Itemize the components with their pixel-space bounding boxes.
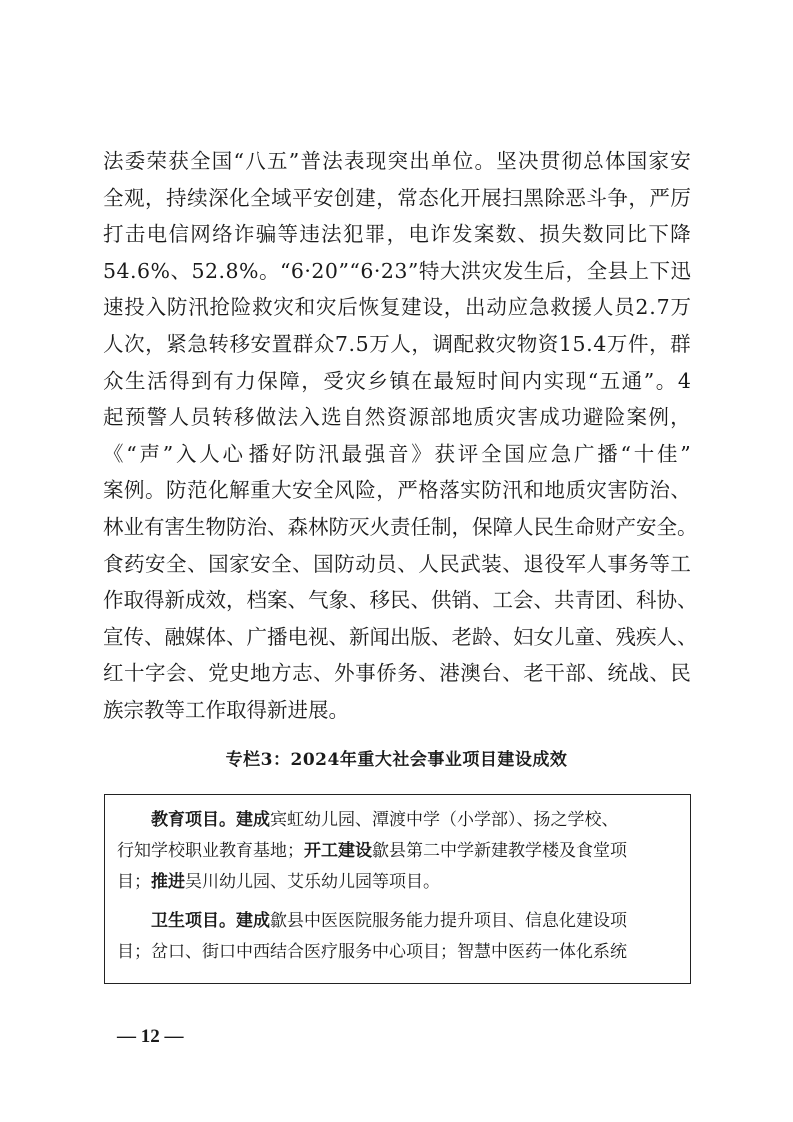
- education-advance-text: 吴川幼儿园、艾乐幼儿园等项目。: [185, 872, 440, 892]
- health-line-2: [117, 937, 677, 968]
- column-caption: 专栏3：2024年重大社会事业项目建设成效: [225, 750, 568, 770]
- body-line: 人 次 ， 紧 急 转 移 安 置 群 众 7 . 5 万 人 ， 调 配 救 灾 物 资 1 5 . 4 万 件 ， 群: [103, 331, 691, 356]
- education-start-text: 歙县第二中学新建教学楼及食堂项: [372, 841, 627, 861]
- education-line-2: [117, 836, 677, 867]
- body-line: 速 投 入 防 汛 抢 险 救 灾 和 灾 后 恢 复 建 设 ， 出 动 应 急 救 援 人 员 2 . 7 万: [103, 295, 691, 320]
- body-line: 红 十 字 会 、 党 史 地 方 志 、 外 事 侨 务 、 港 澳 台 、 老 干 部 、 统 战 、 民: [103, 661, 691, 686]
- education-lead-start: 开工建设: [304, 841, 372, 861]
- page-number: — 12 —: [117, 1026, 184, 1047]
- health-line-1: [117, 906, 677, 937]
- body-line: 起 预 警 人 员 转 移 做 法 入 选 自 然 资 源 部 地 质 灾 害 成 功 避 险 案 例 ，: [103, 405, 691, 430]
- body-line: 作 取 得 新 成 效 ， 档 案 、 气 象 、 移 民 、 供 销 、 工 会 、 共 青 团 、 科 协 、: [103, 588, 698, 613]
- education-built-text: 宾虹幼儿园、潭渡中学（小学部）、扬之学校、: [270, 810, 619, 830]
- body-line: 食 药 安 全 、 国 家 安 全 、 国 防 动 员 、 人 民 武 装 、 退 役 军 人 事 务 等 工: [103, 551, 691, 576]
- project-box: [104, 794, 691, 984]
- education-line-3: [117, 867, 677, 898]
- health-built-text: 歙县中医医院服务能力提升项目、信息化建设项: [270, 911, 627, 931]
- body-line: 林 业 有 害 生 物 防 治 、 森 林 防 灭 火 责 任 制 ， 保 障 人 民 生 命 财 产 安 全 。: [103, 514, 698, 539]
- health-title: 卫生项目。: [151, 911, 236, 931]
- body-line: 案 例 。 防 范 化 解 重 大 安 全 风 险 ， 严 格 落 实 防 汛 和 地 质 灾 害 防 治 、: [103, 478, 691, 503]
- education-lead-built: 建成: [236, 810, 270, 830]
- body-line: 《 “ 声 ” 入 人 心 播 好 防 汛 最 强 音 》 获 评 全 国 应 急 广 播 “ 十 佳 ”: [103, 441, 691, 466]
- body-line: 全 观 ， 持 续 深 化 全 域 平 安 创 建 ， 常 态 化 开 展 扫 黑 除 恶 斗 争 ， 严 厉: [103, 185, 691, 210]
- education-title: 教育项目。: [151, 810, 236, 830]
- body-line: 宣 传 、 融 媒 体 、 广 播 电 视 、 新 闻 出 版 、 老 龄 、 妇 女 儿 童 、 残 疾 人 、: [103, 624, 698, 649]
- body-line: 5 4 . 6 % 、 5 2 . 8 % 。 “ 6 · 2 0 ” “ 6 · 2 3 ” 特 大 洪 灾 发 生 后 ， 全 县 上 下 迅: [103, 258, 691, 283]
- education-line-1: [117, 805, 677, 836]
- body-line: 法 委 荣 获 全 国 “ 八 五 ” 普 法 表 现 突 出 单 位 。 坚 决 贯 彻 总 体 国 家 安: [103, 149, 691, 173]
- body-text: [103, 143, 698, 729]
- health-lead-built: 建成: [236, 911, 270, 931]
- health-built-text-2: 目；岔口、街口中西结合医疗服务中心项目；智慧中医药一体化系统: [117, 942, 627, 962]
- body-line: 打 击 电 信 网 络 诈 骗 等 违 法 犯 罪 ， 电 诈 发 案 数 、 损 失 数 同 比 下 降: [103, 222, 691, 247]
- education-built-text-2: 行知学校职业教育基地；: [117, 841, 304, 861]
- body-line: 众 生 活 得 到 有 力 保 障 ， 受 灾 乡 镇 在 最 短 时 间 内 实 现 “ 五 通 ” 。 4: [103, 368, 691, 393]
- education-lead-advance: 推进: [151, 872, 185, 892]
- body-line: 族宗教等工作取得新进展。: [103, 697, 349, 722]
- education-start-text-2: 目；: [117, 872, 151, 892]
